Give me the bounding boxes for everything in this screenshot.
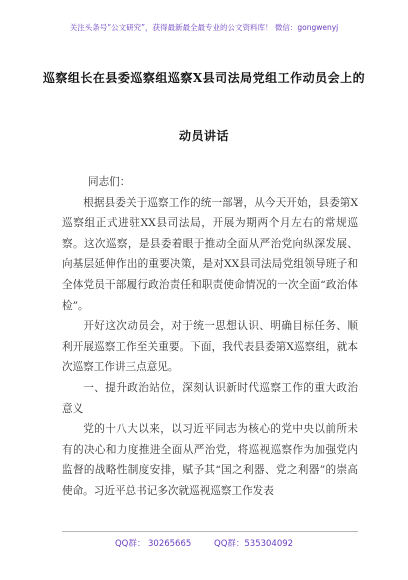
salutation: 同志们： — [88, 176, 131, 188]
page-footer — [0, 537, 408, 549]
footer-qq-group-2: QQ群：535304092 — [214, 539, 294, 549]
footer-qq-group-1: QQ群： 30265665 — [114, 539, 192, 549]
document-title-line2: 动员讲话 — [178, 129, 229, 143]
document-body — [62, 172, 358, 502]
paragraph-1: 根据县委关于巡察工作的统一部署，从今天开始，县委第X巡察组正式进驻XX县司法局，开展为期两个月左右的常规巡察。这次巡察，是县委着眼于推动全面从严治党向纵深发展、向基层延伸作出的重要决策，是对XX县司法局党组领导班子和全体党员干部履行政治责任和职责使命情况的一次全面“政治体检”。 — [62, 196, 358, 312]
page-header-banner: 关注头条号“公文研究”，获得最新最全最专业的公文资料库！ 微信：gongwenyj — [69, 23, 339, 32]
section-heading-1: 一、提升政治站位，深刻认识新时代巡察工作的重大政治意义 — [62, 381, 358, 415]
paragraph-2: 开好这次动员会，对于统一思想认识、明确目标任务、顺利开展巡察工作至关重要。下面，我代表县委第X巡察组，就本次巡察工作讲三点意见。 — [62, 320, 358, 374]
footer-divider — [62, 531, 358, 532]
paragraph-3: 党的十八大以来，以习近平同志为核心的党中央以前所未有的决心和力度推进全面从严治党，将巡视巡察作为加强党内监督的战略性制度安排，赋予其“国之利器、党之利器”的崇高使命。习近平总书记多次就巡视巡察工作发表 — [62, 423, 358, 497]
document-title-line1: 巡察组长在县委巡察组巡察X县司法局党组工作动员会上的 — [42, 71, 366, 85]
